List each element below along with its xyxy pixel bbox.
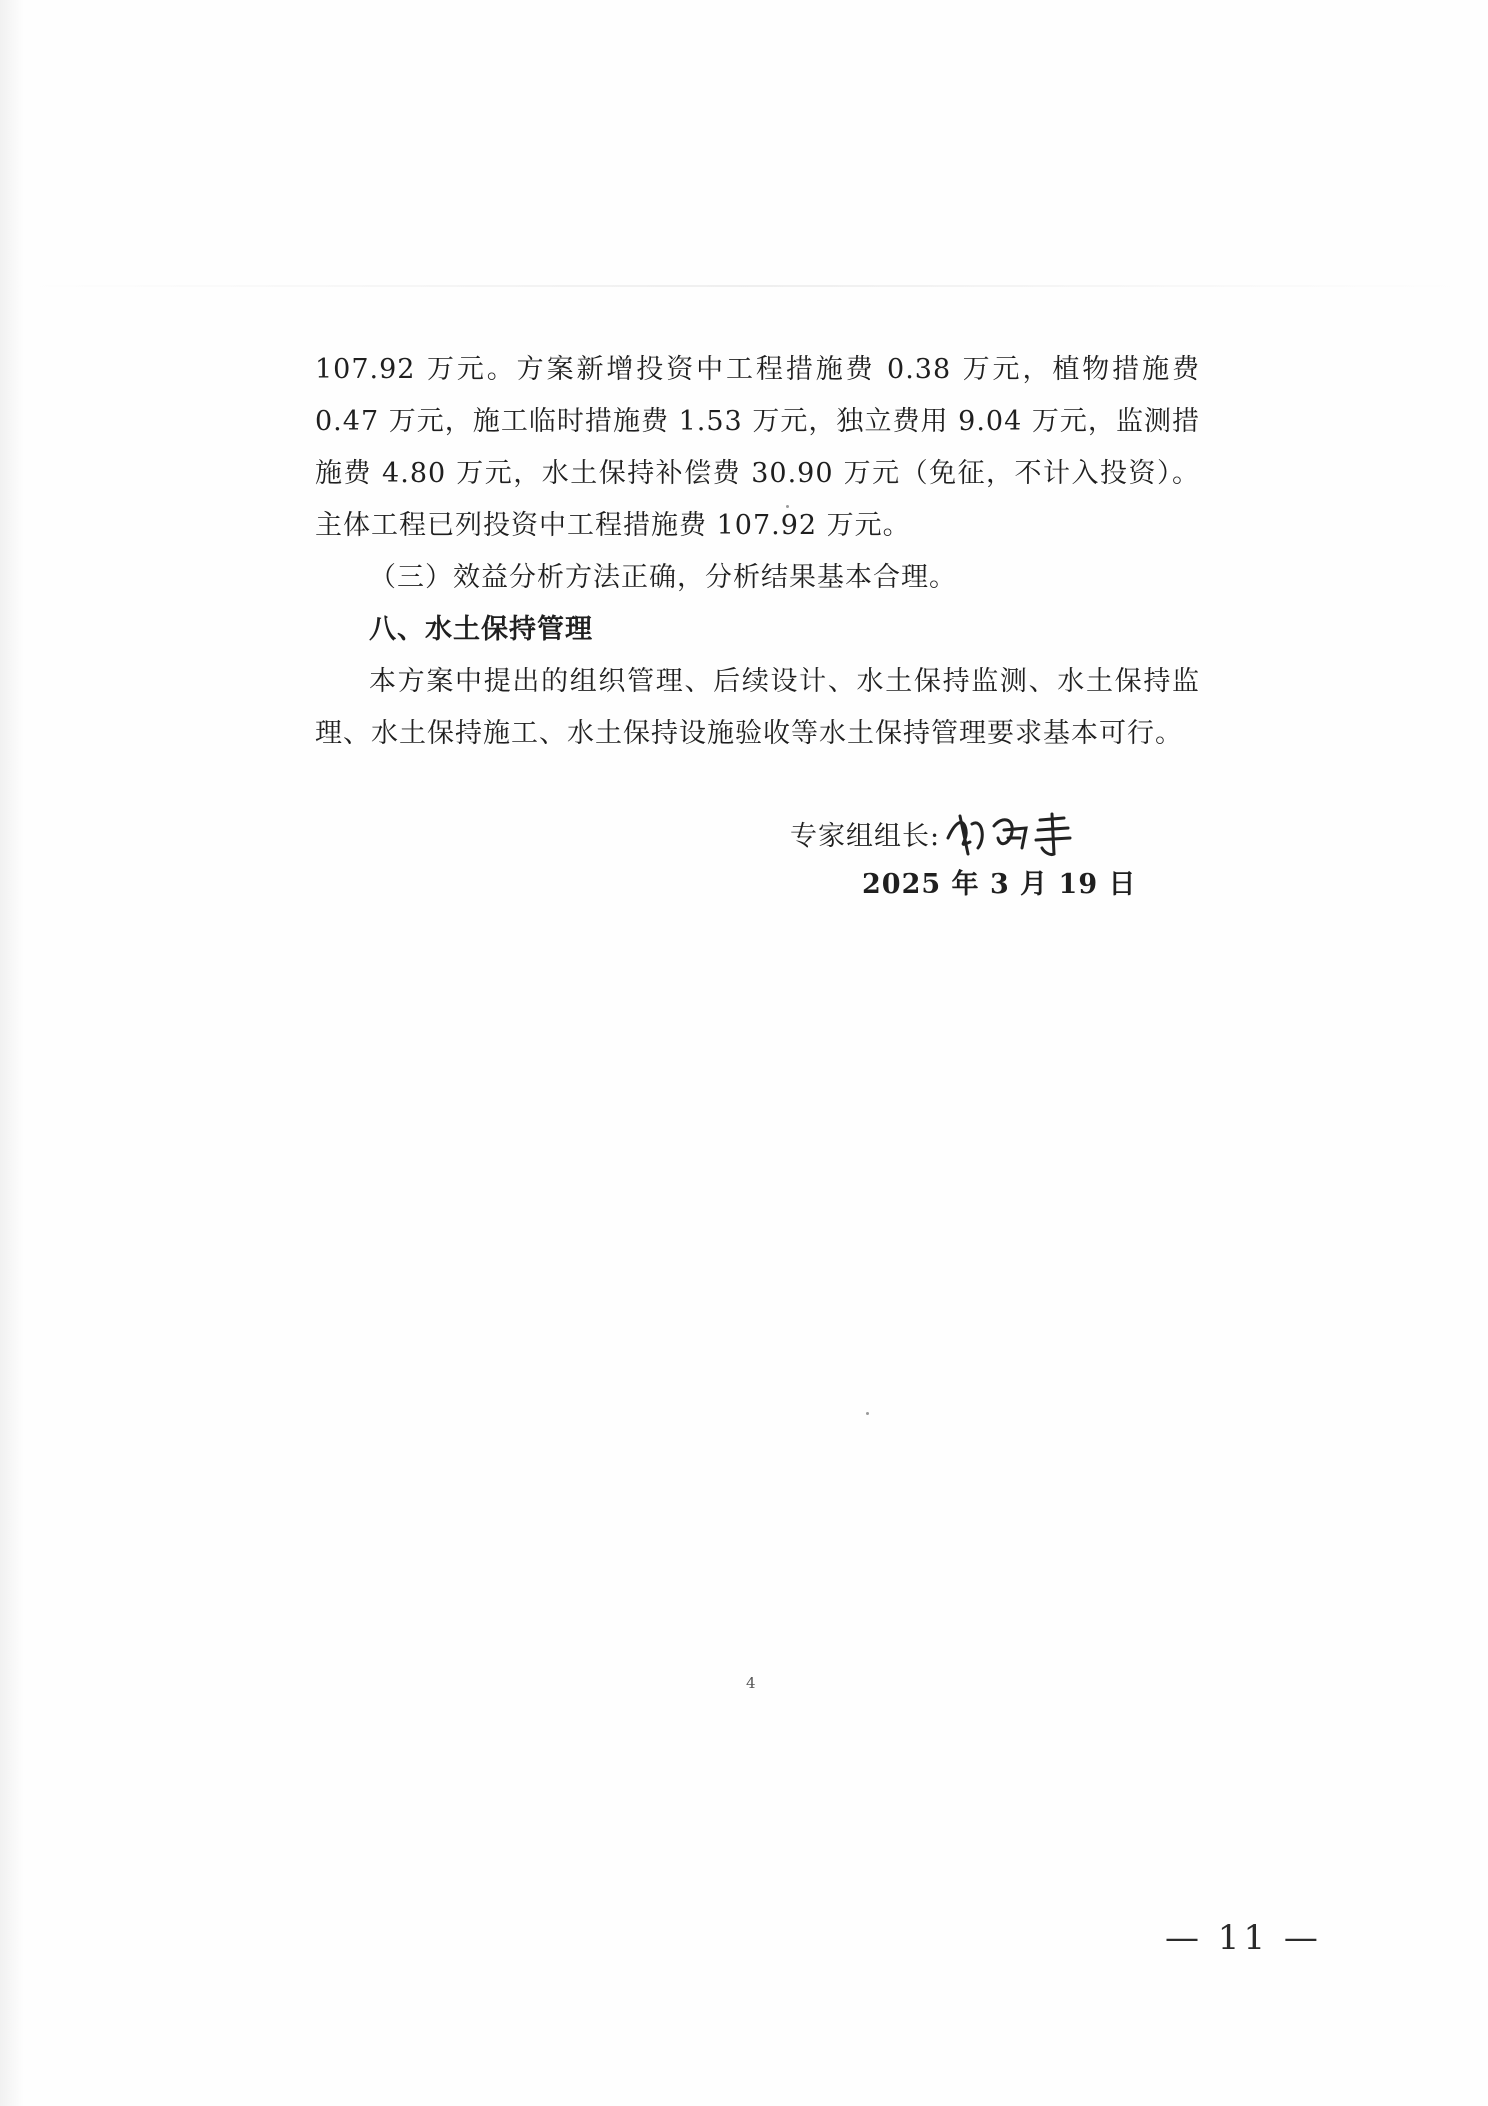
signature-line <box>790 808 1210 858</box>
inner-page-number: 4 <box>746 1674 756 1692</box>
document-body <box>315 344 1200 760</box>
scan-left-shadow <box>0 0 24 2106</box>
paragraph-investment: 107.92 万元。方案新增投资中工程措施费 0.38 万元，植物措施费 0.47 万元，施工临时措施费 1.53 万元，独立费用 9.04 万元，监测措施费 4.80 万元，水土保持补偿费 30.90 万元（免征，不计入投资）。主体工程已列投资中工程措施费 107.92 万元。 <box>315 354 1200 541</box>
footer-page-number: — 11 — <box>1165 1918 1322 1958</box>
scan-fold-line <box>14 285 1474 287</box>
scan-speck <box>786 505 789 508</box>
signature-label: 专家组组长: <box>790 820 941 852</box>
scan-speck <box>866 1412 869 1415</box>
section-heading-management: 八、水土保持管理 <box>369 614 593 645</box>
handwritten-signature <box>942 808 1102 858</box>
signature-block <box>790 808 1210 858</box>
paragraph-management: 本方案中提出的组织管理、后续设计、水土保持监测、水土保持监理、水土保持施工、水土保持设施验收等水土保持管理要求基本可行。 <box>315 666 1200 749</box>
paragraph-benefit-analysis: （三）效益分析方法正确，分析结果基本合理。 <box>369 562 957 593</box>
signature-date: 2025 年 3 月 19 日 <box>862 869 1137 900</box>
